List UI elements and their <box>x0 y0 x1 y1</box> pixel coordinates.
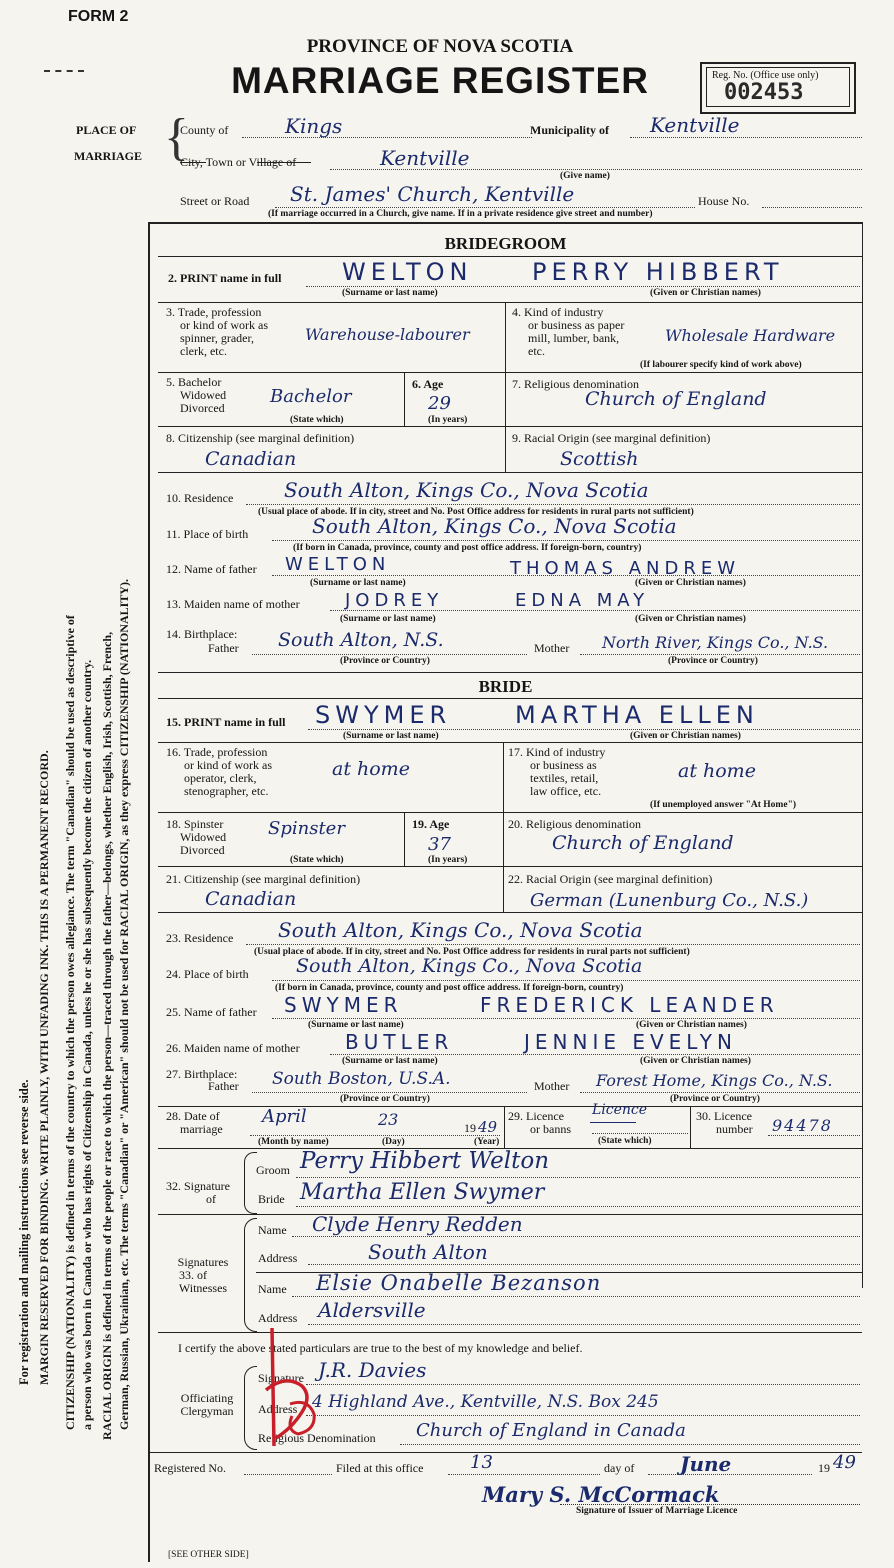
groom-industry-note: (If labourer specify kind of work above) <box>640 360 802 370</box>
filed-day-value: 13 <box>470 1452 493 1473</box>
filed-year-value: 49 <box>833 1452 856 1473</box>
groom-citizenship-value: Canadian <box>205 448 297 470</box>
bride-status-value: Spinster <box>268 818 345 839</box>
bride-bp-label: 27. Birthplace: <box>166 1067 238 1081</box>
groom-mother-label: 13. Maiden name of mother <box>166 597 300 611</box>
bride-residence-value: South Alton, Kings Co., Nova Scotia <box>278 918 643 942</box>
marriage-year: 49 <box>478 1118 498 1136</box>
groom-section-heading: BRIDEGROOM <box>444 234 567 253</box>
groom-name-label: 2. PRINT name in full <box>168 271 282 285</box>
groom-trade-value: Warehouse-labourer <box>305 325 470 344</box>
bride-citizenship-value: Canadian <box>205 888 297 910</box>
w2-address-value: Aldersville <box>318 1298 426 1322</box>
reg-no-value: 002453 <box>724 80 804 105</box>
margin-line-2: MARGIN RESERVED FOR BINDING. WRITE PLAINLY, WITH UNFADING INK. THIS IS A PERMANENT RECORD. <box>37 750 51 1385</box>
groom-father-given-caption: (Given or Christian names) <box>635 578 746 588</box>
bride-surname-caption: (Surname or last name) <box>343 731 439 741</box>
groom-industry-value: Wholesale Hardware <box>665 326 836 345</box>
groom-religion-value: Church of England <box>585 388 767 410</box>
signature-label-1: 32. Signature <box>166 1179 230 1193</box>
groom-bp-mother-caption: (Province or Country) <box>668 656 758 666</box>
day-caption: (Day) <box>382 1137 405 1147</box>
clergy-signature: J.R. Davies <box>318 1358 427 1382</box>
groom-industry-label-1: 4. Kind of industry <box>512 305 604 319</box>
groom-bp-father-label: Father <box>208 641 239 655</box>
clergy-denom-label: Religious Denomination <box>258 1431 376 1445</box>
margin-line-4: a person who was born in Canada or who has rights of Citizenship in Canada, unless he or she has subsequently become the citizen of another country. <box>80 659 94 1430</box>
groom-racial-label: 9. Racial Origin (see marginal definition) <box>512 431 711 445</box>
street-value: St. James' Church, Kentville <box>290 182 575 206</box>
groom-racial-value: Scottish <box>560 448 639 470</box>
bride-name-label: 15. PRINT name in full <box>166 715 286 729</box>
bride-mother-label: 26. Maiden name of mother <box>166 1041 300 1055</box>
groom-birthplace-note: (If born in Canada, province, county and post office address. If foreign-born, country) <box>293 543 642 553</box>
bride-bp-mother-value: Forest Home, Kings Co., N.S. <box>596 1071 833 1090</box>
registered-no-label: Registered No. <box>154 1461 226 1475</box>
bride-industry-value: at home <box>678 760 756 782</box>
bride-status-label-1: 18. Spinster <box>166 817 224 831</box>
bride-birthplace-value: South Alton, Kings Co., Nova Scotia <box>296 955 643 977</box>
bride-racial-label: 22. Racial Origin (see marginal definition) <box>508 872 713 886</box>
groom-mother-given-caption: (Given or Christian names) <box>635 614 746 624</box>
bride-father-given-caption: (Given or Christian names) <box>636 1020 747 1030</box>
certify-statement: I certify the above stated particulars are true to the best of my knowledge and belief. <box>178 1341 583 1355</box>
bride-bp-mother-label: Mother <box>534 1079 570 1093</box>
marriage-register-form: For registration and mailing instructions see reverse side. MARGIN RESERVED FOR BINDING. WRITE PLAINLY, WITH UNFADING INK. THIS IS A PERMANENT RECORD. CITIZENSHIP (NATIONALITY) is defined in terms of the country to which the person owes allegiance. The term "Canadian" should be used as descriptive of a person who was born in Canada or who has rights of Citizenship in Canada, unless he or she has subsequently become the citizen of another country. RACIAL ORIGIN is defined in terms of the people or race to which the person—traced through the father—belongs, whether English, Irish, Scottish, French, German, Russian, Ukrainian, etc. The terms "Canadian" or "American" should not be used for RACIAL ORIGIN, as they express CITIZENSHIP (NATIONALITY). FORM 2 PROVINCE OF NOVA SCOTIA MARRIAGE REGISTER Reg. No. (Office use only) 002453 PLACE OF MARRIAGE { County of Kings Municipality of Kentville City, Town or Village of Kentville (Give name) Street or Road St. James' Church, Kentville House No. (If marriage occurred in a Church, give name. If in a private residence give street and number) BRIDEGROOM 2. PRINT name in full WELTON PERRY HIBBERT (Surname or last name) (Given or Christian names) 3. Trade, profession or kind of work as spinner, grader, clerk, etc. Warehouse-labourer 4. Kind of industry or business as paper mill, lumber, bank, etc. Wholesale Hardware (If labourer specify kind of work above) 5. Bachelor Widowed Divorced Bachelor (State which) 6. Age 29 (In years) 7. Religious denomination Church of England 8. Citizenship (see marginal definition) Canadian 9. Racial Origin (see marginal definition) Scottish 10. Residence South Alton, Kings Co., Nova Scotia (Usual place of abode. If in city, street and No. Post Office address for residents in rural parts not sufficient) 11. Place of birth South Alton, Kings Co., Nova Scotia (If born in Canada, province, county and post office address. If foreign-born, country) 12. Name of father WELTON THOMAS ANDREW (Surname or last name) (Given or Christian names) 13. Maiden name of mother JODREY EDNA MAY (Surname or last name) (Given or Christian names) 14. Birthplace: Father South Alton, N.S. (Province or Country) Mother North River, Kings Co., N.S. (Province or Country) BRIDE 15. PRINT name in full SWYMER MARTHA ELLEN (Surname or last name) (Given or Christian names) 16. Trade, profession or kind of work as operator, clerk, stenographer, etc. at home 17. Kind of industry or business as textiles, retail, law office, etc. at home (If unemployed answer "At Home") 18. Spinster Widowed Divorced Spinster (State which) 19. Age 37 (In years) 20. Religious denomination Church of England 21. Citizenship (see marginal definition) Canadian 22. Racial Origin (see marginal definition) German (Lunenburg Co., N.S.) 23. Residence South Alton, Kings Co., Nova Scotia (Usual place of abode. If in city, street and No. Post Office address for residents in rural parts not sufficient) 24. Place of birth South Alton, Kings Co., Nova Scotia (If born in Canada, province, county and post office address. If foreign-born, country) 25. Name of father SWYMER FREDERICK LEANDER (Surname or last name) (Given or Christian names) 26. Maiden name of mother BUTLER JENNIE EVELYN (Surname or last name) (Given or Christian names) 27. Birthplace: Father South Boston, U.S.A. (Province or Country) Mother Forest Home, Kings Co., N.S. (Province or Country) 28. Date of marriage April 23 19 49 (Month by name) (Day) (Year) 29. Licence or banns Licence (State which) 30. Licence number 94478 32. Signature of Groom Perry Hibbert Welton Bride Martha Ellen Swymer Signatures 33. of Witnesses Name Clyde Henry Redden Address South Alton Name Elsie Onabelle Bezanson Address Aldersville I certify the above stated particulars are true to the best of my knowledge and belief. Officiating Clergyman Signature J.R. Davies Address 4 Highland Ave., Kentville, N.S. Box 245 Religious Denomination Church of England in Canada Registered No. Filed at this office 13 day of June 19 49 Mary S. McCormack Signature of Issuer of Marriage Licence [SEE OTHER SIDE] <box>0 0 894 1568</box>
bride-status-label-2: Widowed <box>180 830 227 844</box>
bride-birthplace-note: (If born in Canada, province, county and post office address. If foreign-born, country) <box>275 983 624 993</box>
filed-label: Filed at this office <box>336 1461 424 1475</box>
day-of-label: day of <box>604 1461 635 1475</box>
bride-citizenship-label: 21. Citizenship (see marginal definition) <box>166 872 361 886</box>
margin-line-5: RACIAL ORIGIN is defined in terms of the people or race to which the person—traced through the father—belongs, whether English, Irish, Scottish, French, <box>100 631 114 1440</box>
groom-father-given: THOMAS ANDREW <box>510 558 741 579</box>
bride-section-heading: BRIDE <box>478 677 533 696</box>
bride-given-caption: (Given or Christian names) <box>630 731 741 741</box>
bride-residence-note: (Usual place of abode. If in city, street and No. Post Office address for residents in rural parts not sufficient) <box>254 947 690 957</box>
bride-mother-surname: BUTLER <box>345 1030 454 1054</box>
bride-father-label: 25. Name of father <box>166 1005 257 1019</box>
bride-in-years: (In years) <box>428 855 468 865</box>
bride-mother-given: JENNIE EVELYN <box>524 1030 737 1054</box>
city-label: City, Town or Village of <box>180 155 297 169</box>
groom-birthplace-value: South Alton, Kings Co., Nova Scotia <box>312 514 677 538</box>
groom-surname: WELTON <box>342 258 473 286</box>
w2-name-label: Name <box>258 1282 287 1296</box>
bride-age-label: 19. Age <box>412 817 450 831</box>
groom-in-years: (In years) <box>428 415 468 425</box>
clergy-address-value: 4 Highland Ave., Kentville, N.S. Box 245 <box>312 1392 659 1412</box>
groom-trade-label-2: or kind of work as <box>180 318 268 332</box>
groom-bp-label: 14. Birthplace: <box>166 627 238 641</box>
clergy-label-1: Officiating <box>180 1391 234 1405</box>
see-other-side: [SEE OTHER SIDE] <box>168 1550 249 1560</box>
groom-signature: Perry Hibbert Welton <box>300 1148 550 1174</box>
bride-religion-label: 20. Religious denomination <box>508 817 641 831</box>
form-number: FORM 2 <box>68 8 129 25</box>
groom-residence-note: (Usual place of abode. If in city, street and No. Post Office address for residents in rural parts not sufficient) <box>258 507 694 517</box>
licence-number-value: 94478 <box>772 1116 833 1135</box>
groom-mother-surname: JODREY <box>345 590 444 611</box>
bride-mother-surname-caption: (Surname or last name) <box>342 1056 438 1066</box>
date-label-1: 28. Date of <box>166 1109 220 1123</box>
bride-mother-given-caption: (Given or Christian names) <box>640 1056 751 1066</box>
municipality-value: Kentville <box>650 113 740 137</box>
bride-status-label-3: Divorced <box>180 843 225 857</box>
place-note: (If marriage occurred in a Church, give name. If in a private residence give street and number) <box>268 209 653 219</box>
groom-surname-caption: (Surname or last name) <box>342 288 438 298</box>
reg-no-box <box>700 62 856 114</box>
bride-father-surname: SWYMER <box>284 993 403 1017</box>
groom-industry-label-4: etc. <box>528 344 545 358</box>
w1-name-label: Name <box>258 1223 287 1237</box>
marriage-year-prefix: 19 <box>464 1121 476 1135</box>
bride-racial-value: German (Lunenburg Co., N.S.) <box>530 890 809 911</box>
place-label-1: PLACE OF <box>76 123 137 137</box>
groom-age-value: 29 <box>428 393 451 414</box>
bride-industry-label-3: textiles, retail, <box>530 771 599 785</box>
groom-citizenship-label: 8. Citizenship (see marginal definition) <box>166 431 355 445</box>
bride-birthplace-label: 24. Place of birth <box>166 967 249 981</box>
licence-label-1: 29. Licence <box>508 1109 564 1123</box>
licence-caption: (State which) <box>598 1136 652 1146</box>
county-label: County of <box>180 123 229 137</box>
bride-trade-label-2: or kind of work as <box>184 758 272 772</box>
give-name-caption: (Give name) <box>560 171 610 181</box>
county-value: Kings <box>285 114 343 138</box>
bride-industry-label-4: law office, etc. <box>530 784 602 798</box>
groom-sig-label: Groom <box>256 1163 290 1177</box>
margin-line-3: CITIZENSHIP (NATIONALITY) is defined in terms of the country to which the person owes allegiance. The term "Canadian" should be used as descriptive of <box>63 615 77 1430</box>
licence-label-2: or banns <box>530 1122 571 1136</box>
bride-given: MARTHA ELLEN <box>515 701 759 729</box>
bride-trade-value: at home <box>332 758 410 780</box>
date-label-2: marriage <box>180 1122 223 1136</box>
witness-label-2: 33. of <box>179 1268 207 1282</box>
groom-mother-given: EDNA MAY <box>515 590 650 611</box>
groom-status-label-3: Divorced <box>180 401 225 415</box>
groom-bp-mother-label: Mother <box>534 641 570 655</box>
groom-industry-label-3: mill, lumber, bank, <box>528 331 620 345</box>
groom-industry-label-2: or business as paper <box>528 318 625 332</box>
filed-month-value: June <box>680 1452 732 1476</box>
city-value: Kentville <box>380 146 470 170</box>
groom-religion-label: 7. Religious denomination <box>512 377 639 391</box>
bride-sig-label: Bride <box>258 1192 285 1206</box>
bride-religion-value: Church of England <box>552 832 734 854</box>
groom-bp-father-value: South Alton, N.S. <box>278 629 444 651</box>
margin-line-1: For registration and mailing instructions see reverse side. <box>17 1079 31 1385</box>
bride-age-value: 37 <box>428 834 451 855</box>
w1-address-label: Address <box>258 1251 298 1265</box>
place-label-2: MARRIAGE <box>74 149 142 163</box>
filed-year-prefix: 19 <box>818 1461 830 1475</box>
groom-trade-label-4: clerk, etc. <box>180 344 227 358</box>
bride-bp-father-label: Father <box>208 1079 239 1093</box>
clergy-label-2: Clergyman <box>180 1404 234 1418</box>
month-caption: (Month by name) <box>258 1137 329 1147</box>
clergy-address-label: Address <box>258 1402 298 1416</box>
groom-trade-label-3: spinner, grader, <box>180 331 255 345</box>
groom-given-caption: (Given or Christian names) <box>650 288 761 298</box>
bride-bp-mother-caption: (Province or Country) <box>670 1094 760 1104</box>
house-label: House No. <box>698 194 750 208</box>
bride-surname: SWYMER <box>315 701 452 729</box>
year-caption: (Year) <box>474 1137 500 1147</box>
bride-industry-note: (If unemployed answer "At Home") <box>650 800 797 810</box>
marriage-day: 23 <box>378 1110 399 1129</box>
witness-label-3: Witnesses <box>178 1281 228 1295</box>
marriage-month: April <box>262 1106 307 1127</box>
groom-residence-label: 10. Residence <box>166 491 234 505</box>
bride-industry-label-2: or business as <box>530 758 597 772</box>
bride-state-which: (State which) <box>290 855 344 865</box>
groom-bp-father-caption: (Province or Country) <box>340 656 430 666</box>
groom-mother-surname-caption: (Surname or last name) <box>340 614 436 624</box>
province-heading: PROVINCE OF NOVA SCOTIA <box>306 36 574 57</box>
groom-father-surname-caption: (Surname or last name) <box>310 578 406 588</box>
licence-no-label-1: 30. Licence <box>696 1109 752 1123</box>
bride-signature: Martha Ellen Swymer <box>300 1180 545 1205</box>
groom-given: PERRY HIBBERT <box>532 258 784 286</box>
groom-state-which: (State which) <box>290 415 344 425</box>
bride-bp-father-value: South Boston, U.S.A. <box>272 1069 451 1089</box>
groom-father-label: 12. Name of father <box>166 562 257 576</box>
clergy-denom-value: Church of England in Canada <box>416 1420 686 1441</box>
licence-no-label-2: number <box>716 1122 753 1136</box>
bride-father-surname-caption: (Surname or last name) <box>308 1020 404 1030</box>
witness-label-1: Signatures <box>177 1255 229 1269</box>
reg-no-label: Reg. No. (Office use only) <box>712 70 819 81</box>
licence-value: Licence <box>592 1102 648 1118</box>
bride-trade-label-3: operator, clerk, <box>184 771 257 785</box>
bride-trade-label-4: stenographer, etc. <box>184 784 269 798</box>
groom-status-label-1: 5. Bachelor <box>166 375 222 389</box>
issuer-signature: Mary S. McCormack <box>482 1482 720 1507</box>
street-label: Street or Road <box>180 194 250 208</box>
groom-bp-mother-value: North River, Kings Co., N.S. <box>602 633 829 652</box>
groom-residence-value: South Alton, Kings Co., Nova Scotia <box>284 478 649 502</box>
clergy-sig-label: Signature <box>258 1371 304 1385</box>
bride-bp-father-caption: (Province or Country) <box>340 1094 430 1104</box>
bride-father-given: FREDERICK LEANDER <box>480 993 779 1017</box>
signature-label-2: of <box>206 1192 216 1206</box>
page-title: MARRIAGE REGISTER <box>231 60 649 101</box>
groom-status-label-2: Widowed <box>180 388 227 402</box>
bride-trade-label-1: 16. Trade, profession <box>166 745 268 759</box>
groom-status-value: Bachelor <box>270 386 352 407</box>
groom-age-label: 6. Age <box>412 377 444 391</box>
w1-address-value: South Alton <box>368 1240 488 1264</box>
w2-name-value: Elsie Onabelle Bezanson <box>316 1271 602 1295</box>
issuer-caption: Signature of Issuer of Marriage Licence <box>576 1506 738 1516</box>
w2-address-label: Address <box>258 1311 298 1325</box>
punch-mark <box>44 70 84 72</box>
groom-father-surname: WELTON <box>285 554 391 575</box>
red-check-mark-icon <box>262 1322 332 1452</box>
groom-trade-label-1: 3. Trade, profession <box>166 305 262 319</box>
bride-residence-label: 23. Residence <box>166 931 234 945</box>
groom-birthplace-label: 11. Place of birth <box>166 527 249 541</box>
margin-line-6: German, Russian, Ukrainian, etc. The terms "Canadian" or "American" should not be used for RACIAL ORIGIN, as they express CITIZENSHIP (NATIONALITY). <box>117 579 131 1430</box>
municipality-label: Municipality of <box>530 123 610 137</box>
bride-industry-label-1: 17. Kind of industry <box>508 745 606 759</box>
w1-name-value: Clyde Henry Redden <box>312 1212 523 1236</box>
